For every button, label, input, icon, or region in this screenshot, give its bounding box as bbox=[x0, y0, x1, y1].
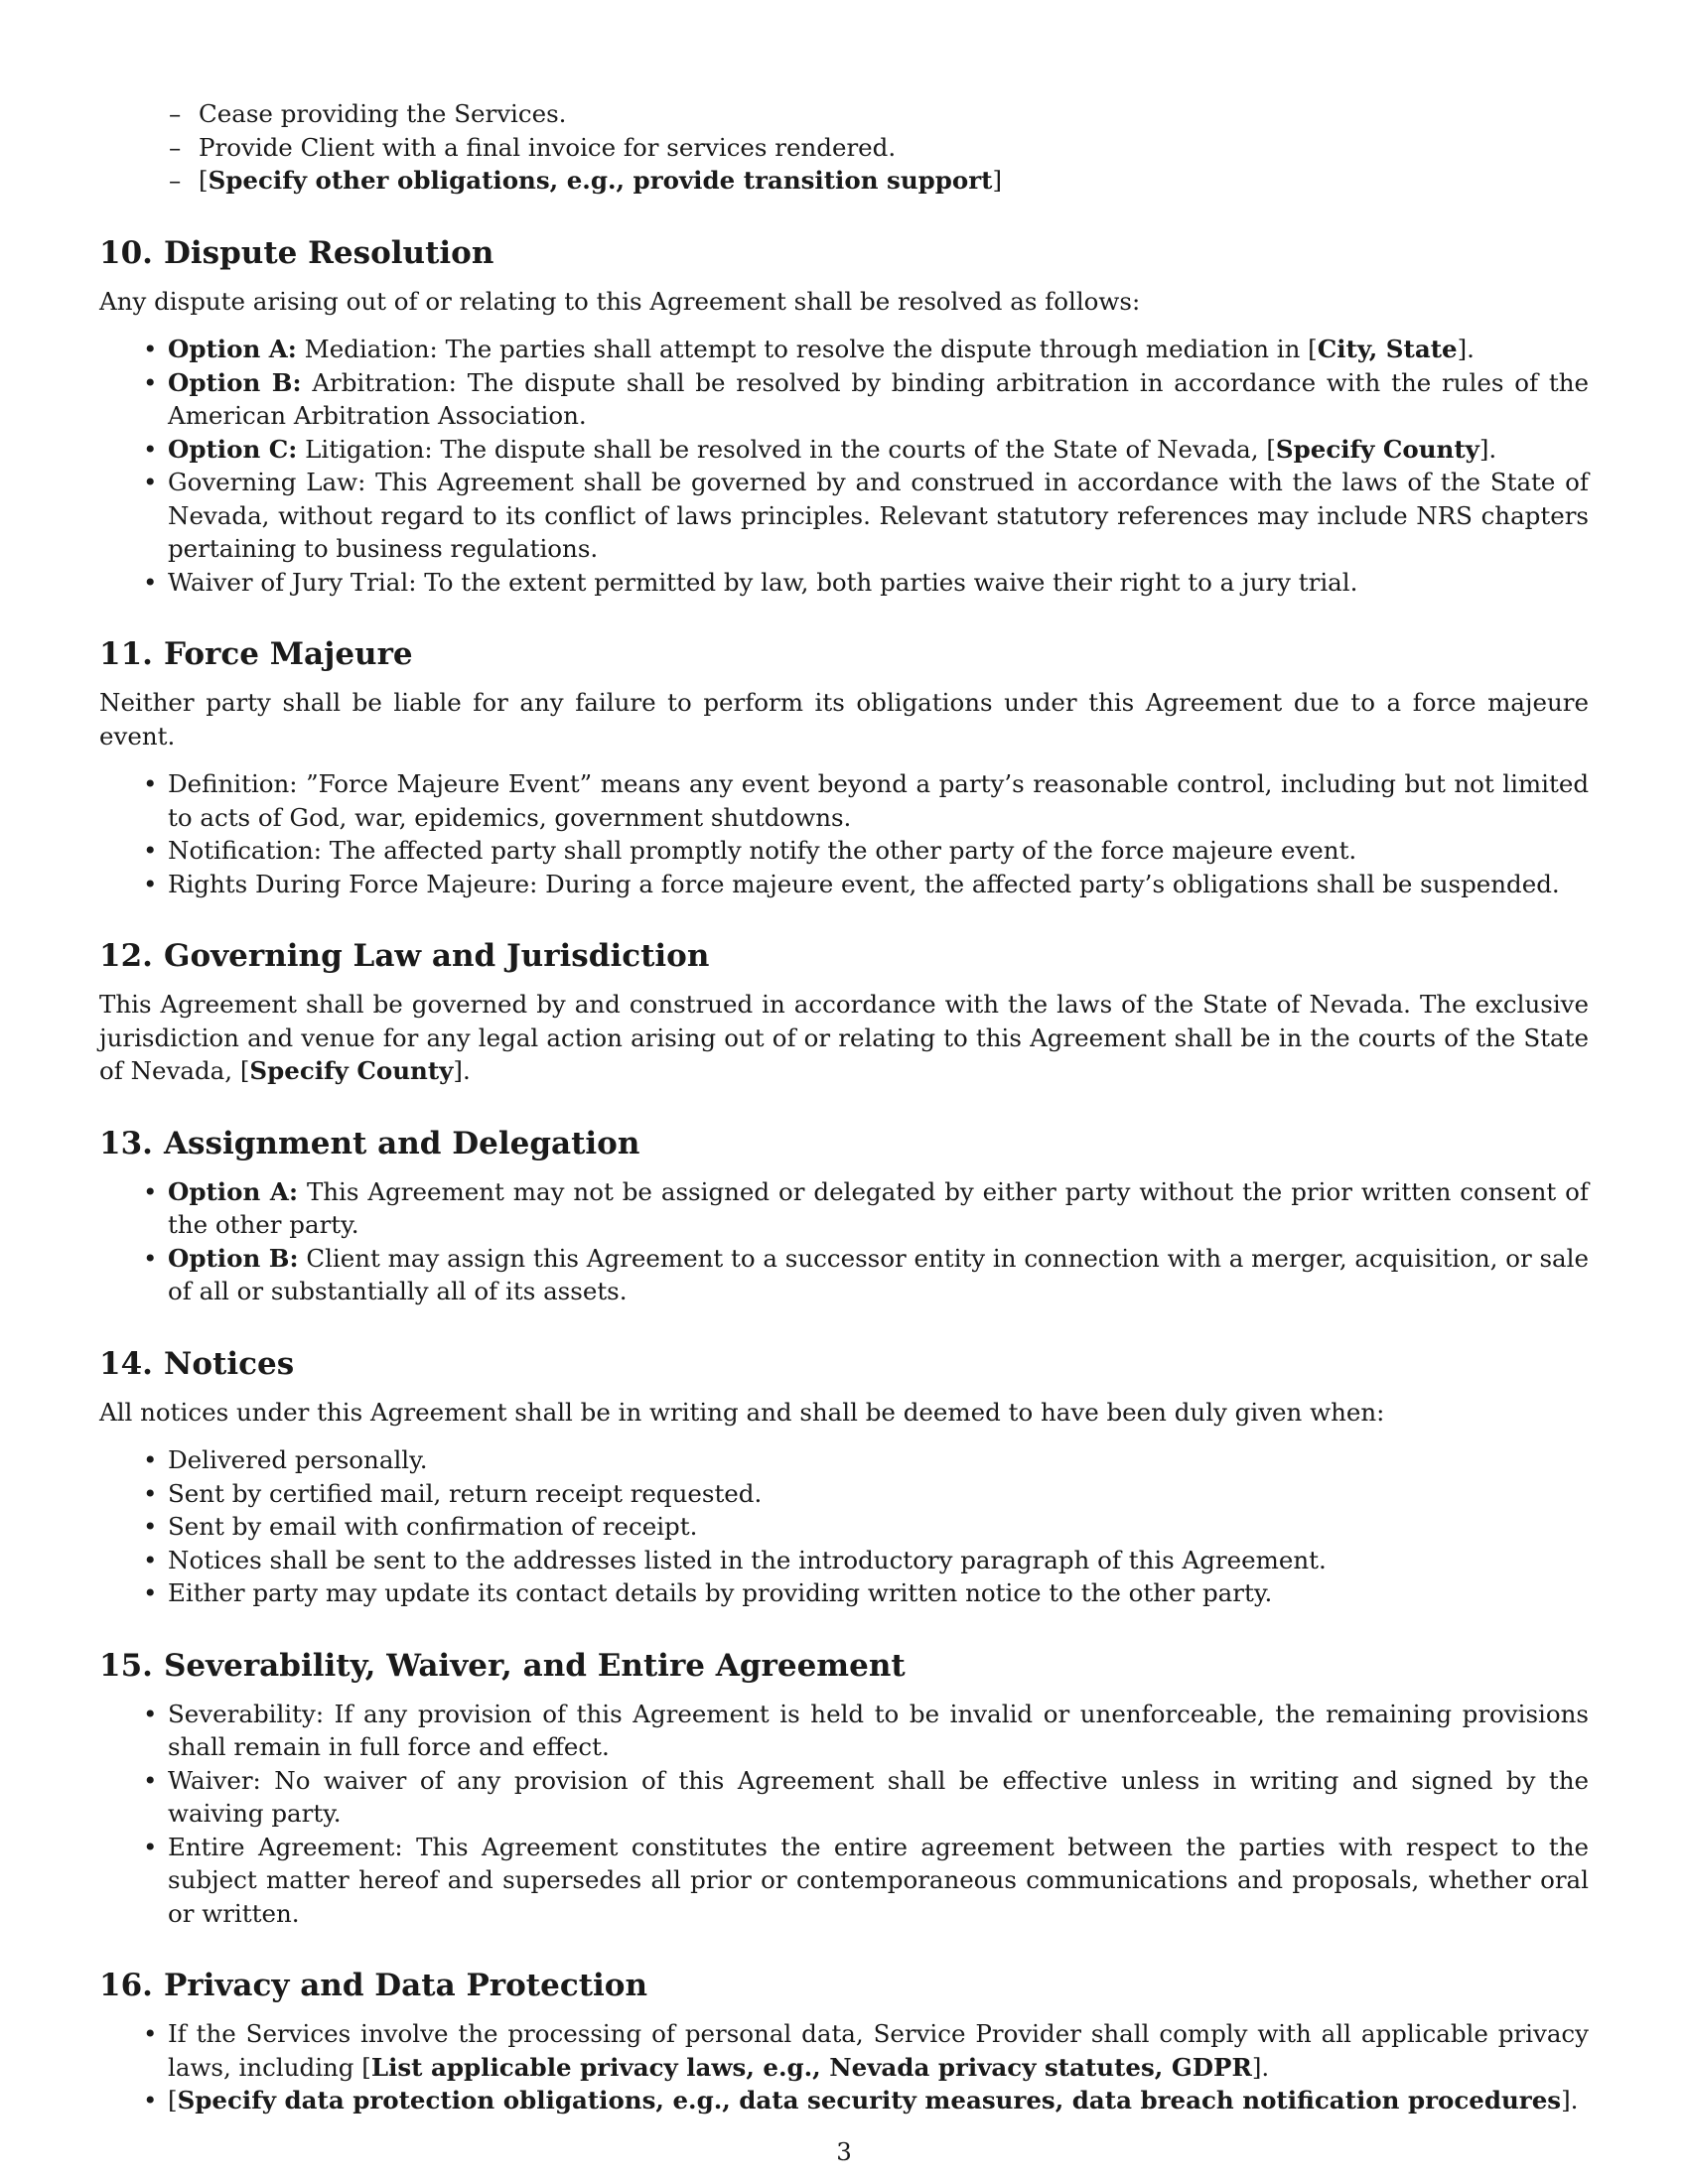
placeholder-text: Specify data protection obligations, e.g., data security measures, data breach notification procedures bbox=[177, 2086, 1562, 2115]
section-number: 12. bbox=[99, 938, 153, 974]
dispute-options-list bbox=[99, 333, 1589, 599]
list-item-text: Sent by certified mail, return receipt requested. bbox=[168, 1478, 763, 1508]
bracket-close: ]. bbox=[1561, 2086, 1579, 2115]
list-item-text: Severability: If any provision of this Agreement is held to be invalid or unenforceable, the remaining provisions shall remain in full force and effect. bbox=[168, 1699, 1589, 1761]
section-heading-severability bbox=[99, 1646, 1589, 1686]
list-item bbox=[199, 164, 1589, 198]
list-item-text: Provide Client with a final invoice for services rendered. bbox=[199, 132, 897, 162]
list-item-text: Delivered personally. bbox=[168, 1445, 428, 1474]
section-title: Governing Law and Jurisdiction bbox=[164, 938, 710, 974]
termination-obligations-list bbox=[99, 97, 1589, 198]
section-paragraph bbox=[99, 988, 1589, 1088]
section-number: 13. bbox=[99, 1125, 153, 1161]
section-heading-notices bbox=[99, 1344, 1589, 1384]
list-item-text: Entire Agreement: This Agreement constitutes the entire agreement between the parties with respect to the subject matter hereof and supersedes all prior or contemporaneous communications and proposals, whether oral or written. bbox=[168, 1832, 1589, 1928]
section-title: Severability, Waiver, and Entire Agreement bbox=[164, 1647, 906, 1684]
list-item-text: If the Services involve the processing of personal data, Service Provider shall comply with all applicable privacy laws, including [ bbox=[168, 2019, 1589, 2082]
assignment-options-list bbox=[99, 1175, 1589, 1308]
placeholder-text: List applicable privacy laws, e.g., Nevada privacy statutes, GDPR bbox=[370, 2052, 1252, 2082]
list-item bbox=[168, 1544, 1589, 1577]
section-title: Notices bbox=[164, 1345, 295, 1382]
list-item-text: Cease providing the Services. bbox=[199, 99, 567, 128]
section-intro: Any dispute arising out of or relating to this Agreement shall be resolved as follows: bbox=[99, 286, 1141, 316]
section-number: 15. bbox=[99, 1647, 153, 1684]
placeholder-text: Specify County bbox=[249, 1056, 454, 1085]
section-number: 16. bbox=[99, 1968, 153, 2003]
list-item-text: Notices shall be sent to the addresses listed in the introductory paragraph of this Agreement. bbox=[168, 1545, 1327, 1574]
list-item bbox=[168, 566, 1589, 600]
bracket-close: ]. bbox=[1478, 434, 1497, 464]
list-item-text: Definition: ”Force Majeure Event” means any event beyond a party’s reasonable control, including but not limited to acts of God, war, epidemics, government shutdowns. bbox=[168, 769, 1589, 832]
list-item bbox=[168, 1831, 1589, 1931]
section-title: Dispute Resolution bbox=[164, 234, 494, 271]
list-item-text: Arbitration: The dispute shall be resolved by binding arbitration in accordance with the rules of the American Arbitration Association. bbox=[168, 367, 1589, 430]
bracket-open: [ bbox=[168, 2086, 178, 2115]
section-number: 14. bbox=[99, 1345, 153, 1382]
section-title: Force Majeure bbox=[164, 636, 413, 672]
list-item bbox=[168, 1242, 1589, 1308]
list-item bbox=[168, 2017, 1589, 2084]
list-item bbox=[168, 868, 1589, 901]
list-item-text: Notification: The affected party shall promptly notify the other party of the force majeure event. bbox=[168, 836, 1357, 865]
list-item-text: Waiver of Jury Trial: To the extent permitted by law, both parties waive their right to a jury trial. bbox=[168, 567, 1358, 597]
section-heading-privacy bbox=[99, 1966, 1589, 2005]
list-item bbox=[199, 131, 1589, 165]
bracket-open: [ bbox=[199, 166, 209, 195]
document-page bbox=[99, 97, 1589, 2117]
section-number: 11. bbox=[99, 636, 153, 672]
section-intro: All notices under this Agreement shall be in writing and shall be deemed to have been duly given when: bbox=[99, 1397, 1385, 1427]
notices-list bbox=[99, 1443, 1589, 1610]
option-label: Option B: bbox=[168, 1243, 299, 1273]
list-item bbox=[168, 1477, 1589, 1511]
section-heading-force-majeure bbox=[99, 634, 1589, 674]
list-item bbox=[168, 466, 1589, 566]
force-majeure-list bbox=[99, 767, 1589, 900]
list-item bbox=[168, 333, 1589, 366]
list-item bbox=[168, 767, 1589, 834]
bracket-close: ]. bbox=[1457, 335, 1475, 363]
list-item-text: Either party may update its contact details by providing written notice to the other party. bbox=[168, 1578, 1273, 1607]
list-item bbox=[168, 1510, 1589, 1544]
option-label: Option A: bbox=[168, 1176, 298, 1206]
option-label: Option A: bbox=[168, 335, 297, 363]
list-item-text: Mediation: The parties shall attempt to resolve the dispute through mediation in [ bbox=[296, 335, 1318, 363]
section-heading-assignment bbox=[99, 1124, 1589, 1163]
list-item-text: Client may assign this Agreement to a successor entity in connection with a merger, acquisition, or sale of all or substantially all of its assets. bbox=[168, 1243, 1589, 1305]
list-item bbox=[199, 97, 1589, 131]
section-heading-dispute-resolution bbox=[99, 233, 1589, 273]
list-item bbox=[168, 1698, 1589, 1764]
list-item-text: Rights During Force Majeure: During a force majeure event, the affected party’s obligations shall be suspended. bbox=[168, 869, 1560, 898]
list-item bbox=[168, 1764, 1589, 1831]
option-label: Option C: bbox=[168, 434, 298, 464]
section-title: Privacy and Data Protection bbox=[164, 1968, 648, 2003]
bracket-close: ] bbox=[992, 166, 1003, 195]
list-item-text: Sent by email with confirmation of receipt. bbox=[168, 1512, 698, 1541]
list-item-text: This Agreement may not be assigned or delegated by either party without the prior written consent of the other party. bbox=[168, 1176, 1590, 1239]
section-title: Assignment and Delegation bbox=[164, 1125, 640, 1161]
list-item bbox=[168, 1175, 1589, 1242]
list-item bbox=[168, 2084, 1589, 2117]
list-item bbox=[168, 834, 1589, 868]
severability-list bbox=[99, 1698, 1589, 1931]
paragraph-text: This Agreement shall be governed by and construed in accordance with the laws of the State of Nevada. The exclusive jurisdiction and venue for any legal action arising out of or relating to this Agreement shall be in the courts of the State of Nevada, [ bbox=[99, 990, 1589, 1085]
bracket-close: ]. bbox=[1251, 2052, 1270, 2082]
list-item-text: Governing Law: This Agreement shall be governed by and construed in accordance with the laws of the State of Nevada, without regard to its conflict of laws principles. Relevant statutory references may include NRS chapters pertaining to business regulations. bbox=[168, 468, 1589, 563]
list-item bbox=[168, 366, 1589, 433]
placeholder-text: Specify other obligations, e.g., provide transition support bbox=[208, 166, 993, 195]
placeholder-text: City, State bbox=[1317, 335, 1458, 363]
placeholder-text: Specify County bbox=[1275, 434, 1479, 464]
list-item bbox=[168, 1443, 1589, 1477]
section-number: 10. bbox=[99, 234, 153, 271]
list-item-text: Litigation: The dispute shall be resolved in the courts of the State of Nevada, [ bbox=[297, 434, 1276, 464]
option-label: Option B: bbox=[168, 367, 302, 397]
bracket-close: ]. bbox=[453, 1056, 471, 1085]
section-intro: Neither party shall be liable for any failure to perform its obligations under this Agreement due to a force majeure event. bbox=[99, 688, 1589, 751]
list-item-text: Waiver: No waiver of any provision of this Agreement shall be effective unless in writing and signed by the waiving party. bbox=[168, 1765, 1589, 1828]
page-number: 3 bbox=[836, 2137, 852, 2166]
privacy-list bbox=[99, 2017, 1589, 2117]
list-item bbox=[168, 1576, 1589, 1610]
list-item bbox=[168, 433, 1589, 467]
section-heading-governing-law bbox=[99, 936, 1589, 976]
